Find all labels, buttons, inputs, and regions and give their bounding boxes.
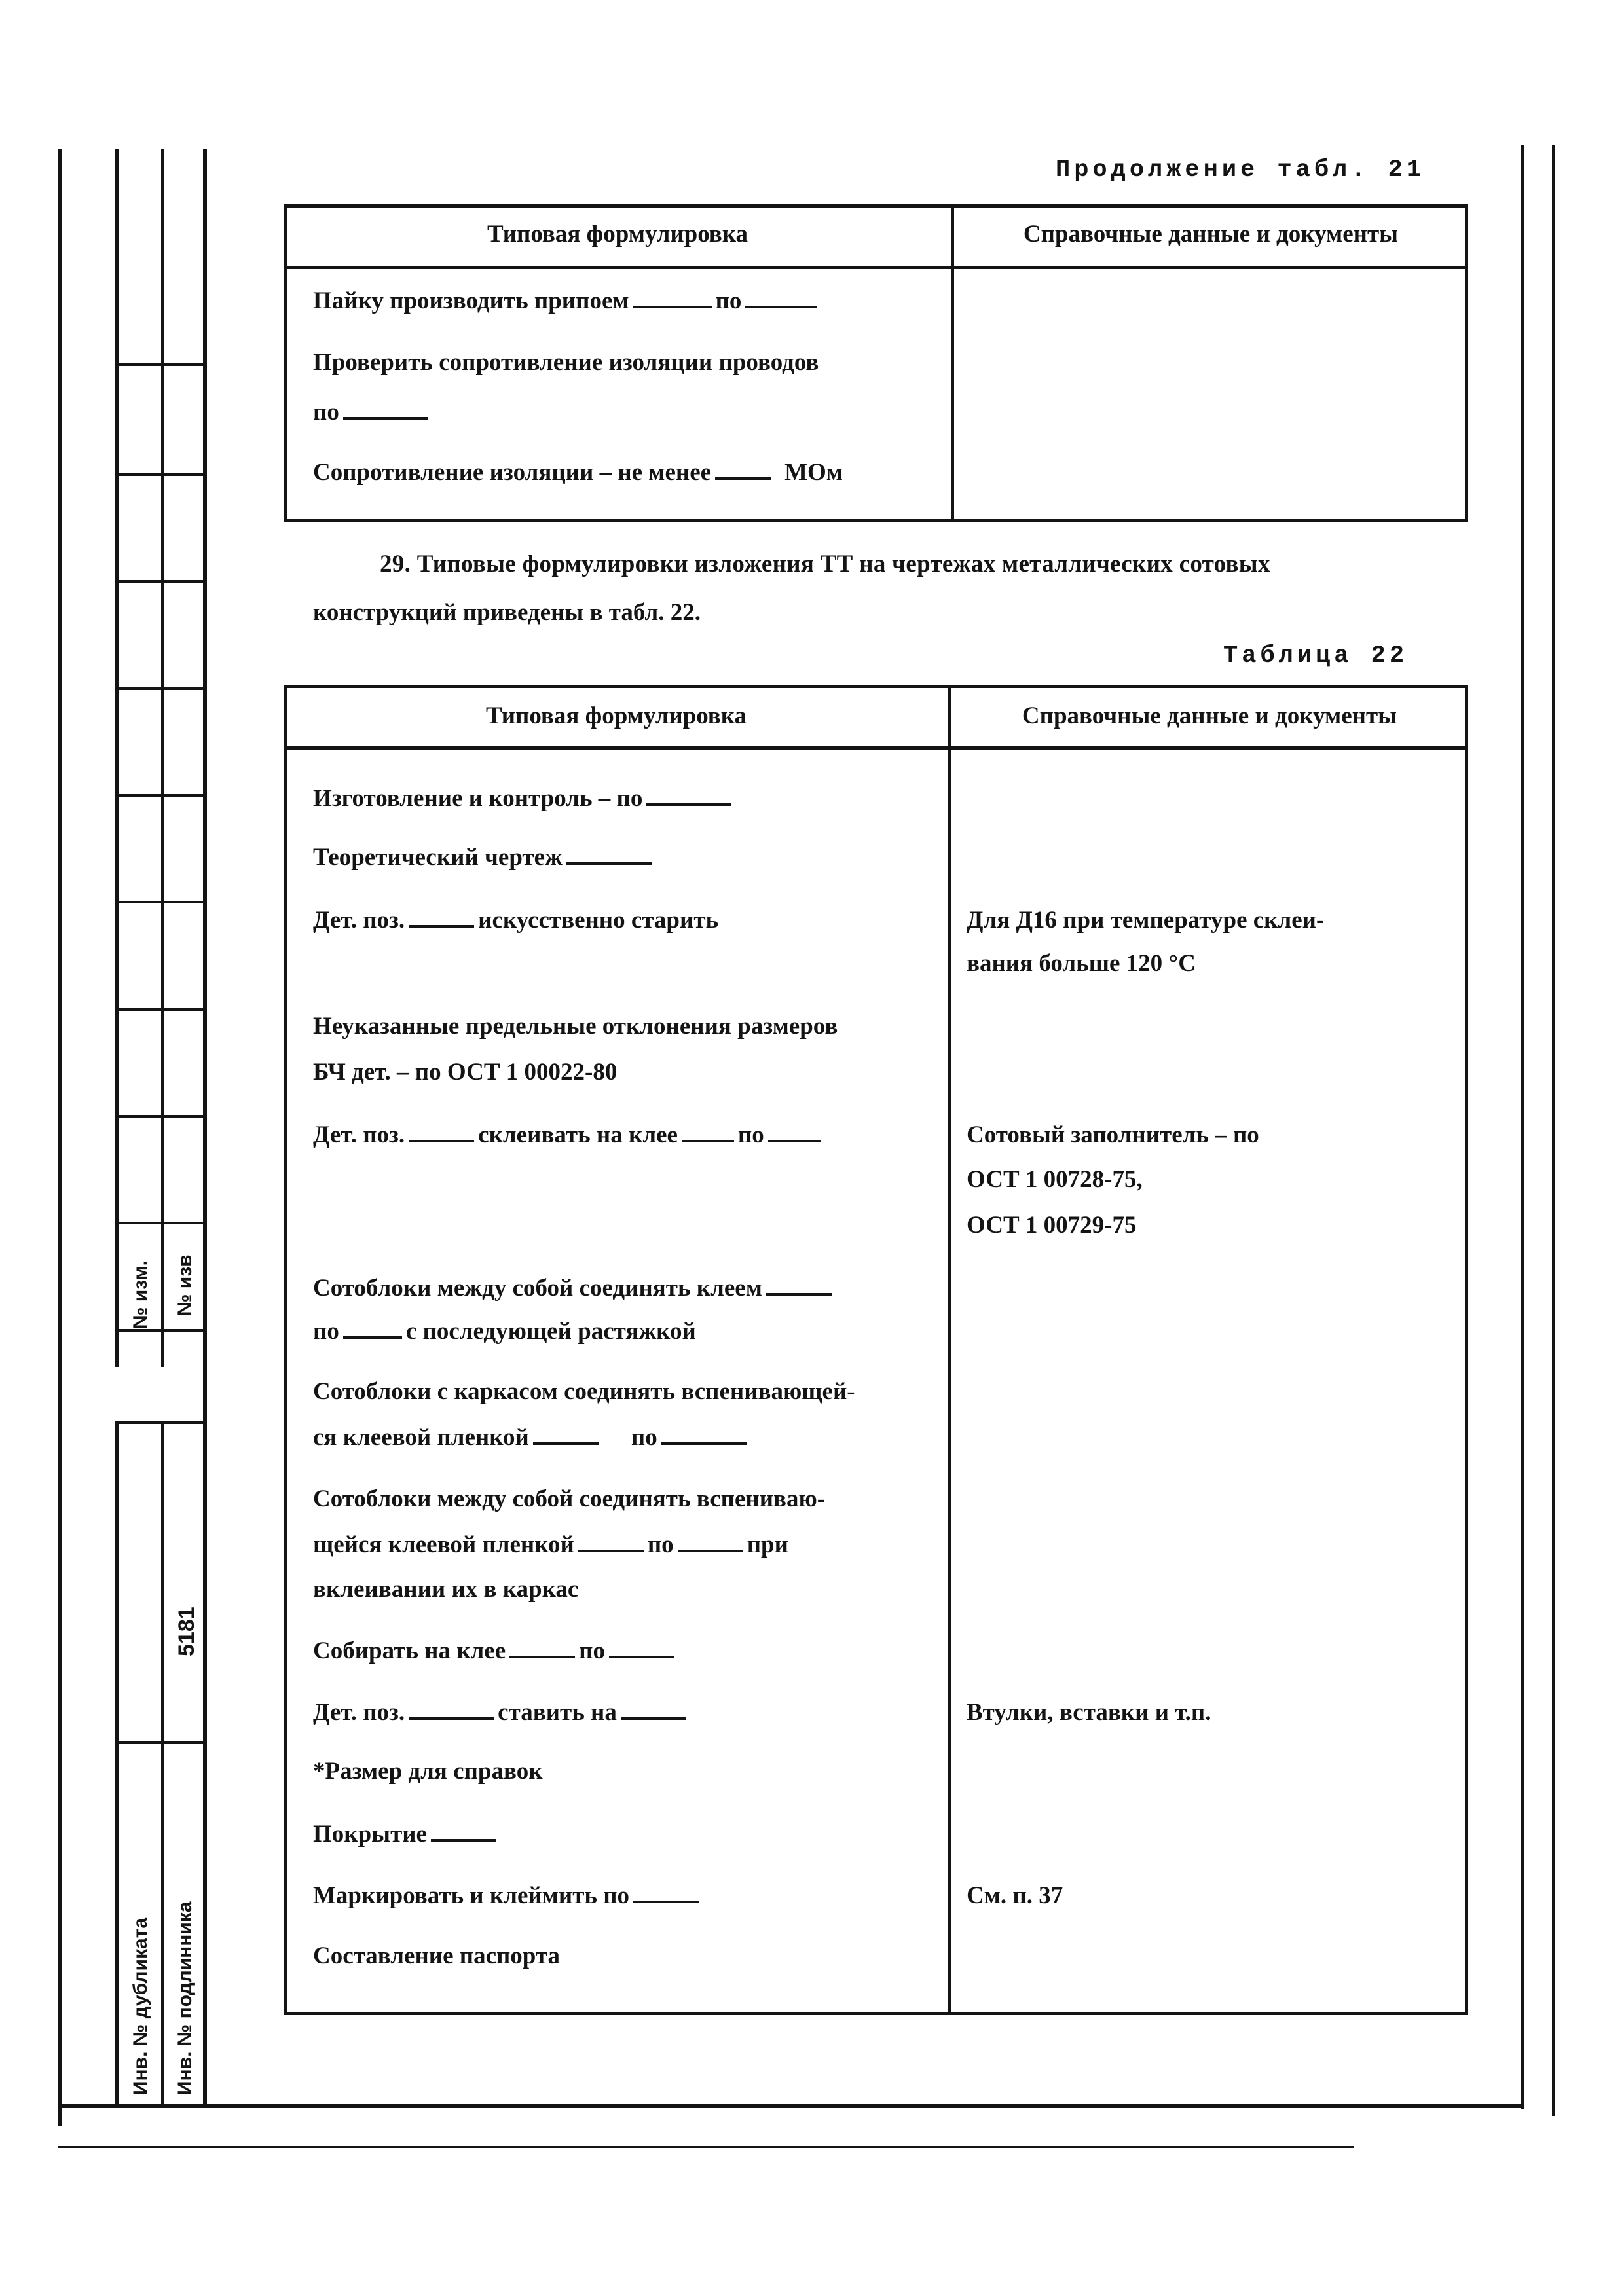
row-text: ся клеевой пленкой: [313, 1424, 529, 1451]
t22-right-row: вания больше 120 °С: [967, 950, 1196, 977]
row-text: Сотоблоки между собой соединять клеем: [313, 1275, 762, 1302]
blank-field: [661, 1437, 747, 1445]
row-text: при: [747, 1531, 788, 1558]
table22-col1-header: Типовая формулировка: [485, 702, 747, 729]
blank-field: [715, 472, 771, 480]
t22-row: [313, 906, 718, 935]
t22-row: Неуказанные предельные отклонения размеров: [313, 1013, 838, 1040]
row-text: Маркировать и клеймить по: [313, 1882, 630, 1909]
blank-field: [431, 1834, 496, 1842]
frame-right-outer-line: [1552, 145, 1555, 2116]
t22-row: [313, 1317, 696, 1346]
t22-row: вклеивании их в каркас: [313, 1576, 579, 1603]
blank-field: [533, 1437, 599, 1445]
stamp-tick: [115, 473, 204, 476]
paragraph-line2: конструкций приведены в табл. 22.: [313, 599, 701, 626]
blank-field: [766, 1288, 832, 1296]
t22-right-row: Втулки, вставки и т.п.: [967, 1699, 1211, 1726]
row-text: Сопротивление изоляции – не менее: [313, 459, 712, 486]
stamp-tick: [115, 1329, 204, 1332]
t22-right-row: ОСТ 1 00728-75,: [967, 1166, 1143, 1193]
table22-col2-header: Справочные данные и документы: [1022, 702, 1397, 729]
blank-field: [678, 1544, 743, 1552]
t22-row: [313, 1882, 703, 1910]
stamp-podl-label: Инв. № подлинника: [174, 1901, 196, 2095]
stamp-izm-label: № изм.: [130, 1260, 151, 1329]
table22: [284, 685, 1468, 2015]
row-text: по: [737, 1121, 764, 1148]
t22-right-row: Для Д16 при температуре склеи-: [967, 907, 1325, 934]
blank-field: [682, 1135, 734, 1142]
stamp-tick: [115, 901, 204, 903]
row-text: по: [313, 399, 339, 426]
stamp-tick: [115, 580, 204, 583]
row-text: Изготовление и контроль – по: [313, 785, 643, 812]
row-text: по: [313, 1318, 339, 1345]
row-text: Собирать на клее: [313, 1637, 506, 1664]
stamp-tick: [115, 1008, 204, 1011]
row-text: Теоретический чертеж: [313, 844, 563, 871]
table21-row-po: [313, 398, 432, 427]
frame-left-outer-line: [58, 149, 62, 2126]
row-text: ставить на: [498, 1699, 617, 1726]
row-text: склеивать на клее: [478, 1121, 678, 1148]
frame-bottom-outer-line: [58, 2146, 1354, 2148]
t22-right-row: Сотовый заполнитель – по: [967, 1121, 1259, 1148]
blank-field: [409, 920, 474, 928]
stamp-tick: [115, 794, 204, 797]
table22-caption: Таблица 22: [1223, 642, 1409, 670]
table21-row-resistance: [313, 458, 843, 487]
frame-right-line: [1521, 145, 1524, 2109]
table22-col-divider: [948, 685, 951, 2015]
blank-field: [633, 301, 712, 308]
row-text: щейся клеевой пленкой: [313, 1531, 574, 1558]
row-text: Дет. поз.: [313, 907, 405, 934]
blank-field: [646, 798, 731, 806]
row-text: Дет. поз.: [313, 1699, 405, 1726]
row-text: Покрытие: [313, 1821, 427, 1848]
row-text: с последующей растяжкой: [405, 1318, 696, 1345]
stamp-number: 5181: [174, 1607, 199, 1656]
frame-bottom-line: [58, 2104, 1524, 2108]
blank-field: [578, 1544, 644, 1552]
t22-row: [313, 784, 735, 813]
table21-header-line: [284, 266, 1468, 269]
stamp-box-divider: [161, 1421, 164, 2108]
row-text: Пайку производить припоем: [313, 287, 629, 314]
t22-right-row: См. п. 37: [967, 1882, 1063, 1909]
stamp-tick: [115, 687, 204, 690]
t22-row: [313, 1698, 690, 1727]
stamp-box-divider-h: [115, 1741, 207, 1744]
frame-col1-line: [115, 149, 119, 1367]
blank-field: [409, 1135, 474, 1142]
paragraph-line1: 29. Типовые формулировки изложения ТТ на чертежах металлических сотовых: [380, 551, 1270, 577]
blank-field: [621, 1712, 686, 1720]
row-text: МОм: [784, 459, 843, 486]
blank-field: [745, 301, 817, 308]
blank-field: [609, 1650, 674, 1658]
t22-row: БЧ дет. – по ОСТ 1 00022-80: [313, 1059, 618, 1085]
table21-col1-header: Типовая формулировка: [487, 221, 748, 247]
t22-row: Сотоблоки между собой соединять вспениваю-: [313, 1485, 826, 1512]
continuation-caption: Продолжение табл. 21: [1056, 156, 1426, 184]
t22-row: [313, 1274, 836, 1303]
stamp-tick: [115, 363, 204, 366]
table21-col-divider: [951, 204, 954, 522]
row-text: по: [579, 1637, 605, 1664]
row-text: Дет. поз.: [313, 1121, 405, 1148]
blank-field: [768, 1135, 821, 1142]
table22-header-line: [284, 746, 1468, 750]
row-text: по: [715, 287, 742, 314]
blank-field: [409, 1712, 494, 1720]
t22-row: *Размер для справок: [313, 1758, 543, 1785]
t22-row: [313, 843, 655, 872]
t22-row: [313, 1531, 788, 1559]
stamp-izv-label: № изв: [174, 1254, 196, 1316]
blank-field: [343, 412, 428, 420]
row-text: по: [631, 1424, 657, 1451]
t22-row: [313, 1820, 500, 1849]
t22-row: [313, 1423, 750, 1452]
blank-field: [509, 1650, 575, 1658]
frame-col2-line: [161, 149, 164, 1367]
stamp-tick: [115, 1222, 204, 1224]
blank-field: [633, 1895, 699, 1903]
table21-row-solder: [313, 287, 821, 316]
table21-row-check: Проверить сопротивление изоляции проводов: [313, 349, 819, 376]
row-text: по: [647, 1531, 674, 1558]
t22-row: Сотоблоки с каркасом соединять вспенивающей-: [313, 1378, 855, 1405]
row-text: искусственно старить: [478, 907, 719, 934]
stamp-tick: [115, 1115, 204, 1118]
t22-row: [313, 1121, 824, 1150]
t22-right-row: ОСТ 1 00729-75: [967, 1212, 1137, 1239]
blank-field: [566, 857, 652, 865]
t22-row: Составление паспорта: [313, 1942, 561, 1969]
t22-row: [313, 1637, 678, 1666]
table21-col2-header: Справочные данные и документы: [1023, 221, 1399, 247]
stamp-dubl-label: Инв. № дубликата: [130, 1917, 151, 2095]
blank-field: [343, 1331, 402, 1339]
